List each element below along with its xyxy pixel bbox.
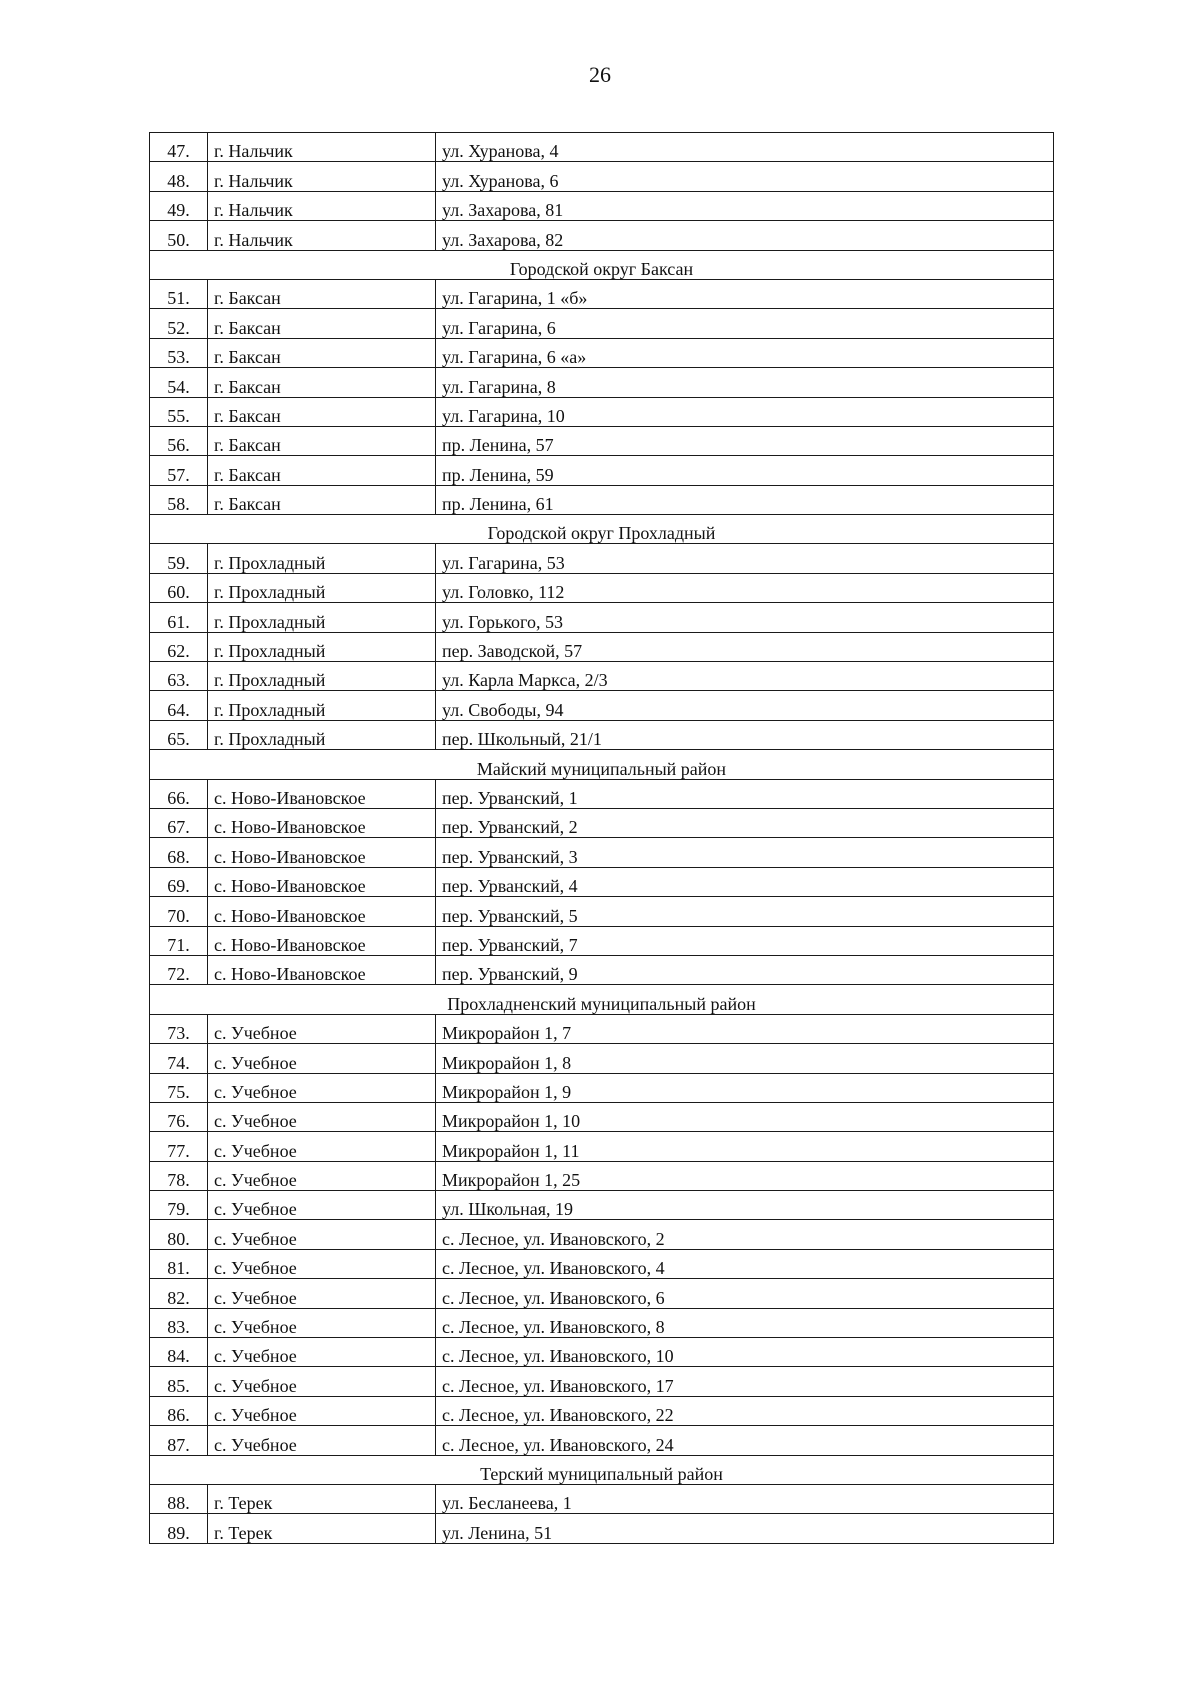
settlement-cell: г. Прохладный (208, 720, 436, 749)
settlement-cell: г. Баксан (208, 485, 436, 514)
row-number: 71. (150, 926, 208, 955)
settlement-cell: с. Учебное (208, 1279, 436, 1308)
settlement-cell: с. Учебное (208, 1102, 436, 1131)
address-cell: Микрорайон 1, 25 (436, 1161, 1054, 1190)
settlement-cell: г. Баксан (208, 368, 436, 397)
address-cell: ул. Свободы, 94 (436, 691, 1054, 720)
table-row (150, 838, 1054, 867)
table-row (150, 632, 1054, 661)
settlement-cell: с. Ново-Ивановское (208, 867, 436, 896)
settlement-cell: г. Прохладный (208, 603, 436, 632)
address-cell: ул. Хуранова, 4 (436, 133, 1054, 162)
row-number: 80. (150, 1220, 208, 1249)
settlement-cell: г. Нальчик (208, 162, 436, 191)
row-number: 68. (150, 838, 208, 867)
section-title: Городской округ Баксан (150, 250, 1054, 279)
row-number: 47. (150, 133, 208, 162)
settlement-cell: г. Нальчик (208, 191, 436, 220)
page-number: 26 (589, 62, 611, 87)
table-row (150, 691, 1054, 720)
section-title: Городской округ Прохладный (150, 515, 1054, 544)
address-cell: ул. Ленина, 51 (436, 1514, 1054, 1543)
settlement-cell: с. Ново-Ивановское (208, 926, 436, 955)
table-row (150, 1338, 1054, 1367)
settlement-cell: г. Баксан (208, 309, 436, 338)
settlement-cell: с. Ново-Ивановское (208, 808, 436, 837)
settlement-cell: г. Терек (208, 1484, 436, 1513)
row-number: 55. (150, 397, 208, 426)
settlement-cell: с. Учебное (208, 1073, 436, 1102)
settlement-cell: с. Учебное (208, 1132, 436, 1161)
table-row (150, 191, 1054, 220)
row-number: 61. (150, 603, 208, 632)
table-row (150, 426, 1054, 455)
address-cell: пер. Урванский, 5 (436, 897, 1054, 926)
address-cell: ул. Гагарина, 8 (436, 368, 1054, 397)
address-cell: ул. Гагарина, 6 «а» (436, 338, 1054, 367)
settlement-cell: г. Баксан (208, 338, 436, 367)
settlement-cell: г. Нальчик (208, 221, 436, 250)
row-number: 60. (150, 573, 208, 602)
row-number: 49. (150, 191, 208, 220)
table-row (150, 1396, 1054, 1425)
settlement-cell: г. Терек (208, 1514, 436, 1543)
settlement-cell: г. Прохладный (208, 573, 436, 602)
table-row (150, 1014, 1054, 1043)
table-row (150, 368, 1054, 397)
address-cell: Микрорайон 1, 11 (436, 1132, 1054, 1161)
table-row (150, 397, 1054, 426)
row-number: 67. (150, 808, 208, 837)
address-cell: ул. Захарова, 82 (436, 221, 1054, 250)
table-row (150, 133, 1054, 162)
settlement-cell: г. Прохладный (208, 632, 436, 661)
address-cell: ул. Гагарина, 1 «б» (436, 279, 1054, 308)
row-number: 52. (150, 309, 208, 338)
settlement-cell: г. Баксан (208, 397, 436, 426)
settlement-cell: с. Учебное (208, 1044, 436, 1073)
address-cell: Микрорайон 1, 10 (436, 1102, 1054, 1131)
table-row (150, 867, 1054, 896)
table-row (150, 897, 1054, 926)
row-number: 72. (150, 955, 208, 984)
address-cell: с. Лесное, ул. Ивановского, 17 (436, 1367, 1054, 1396)
table-row (150, 1102, 1054, 1131)
row-number: 89. (150, 1514, 208, 1543)
address-table (149, 132, 1054, 1544)
settlement-cell: с. Учебное (208, 1338, 436, 1367)
table-row (150, 162, 1054, 191)
table-row (150, 221, 1054, 250)
section-row (150, 1455, 1054, 1484)
row-number: 57. (150, 456, 208, 485)
row-number: 82. (150, 1279, 208, 1308)
table-row (150, 1308, 1054, 1337)
row-number: 87. (150, 1426, 208, 1455)
row-number: 84. (150, 1338, 208, 1367)
settlement-cell: с. Ново-Ивановское (208, 955, 436, 984)
address-cell: пер. Заводской, 57 (436, 632, 1054, 661)
table-row (150, 603, 1054, 632)
row-number: 69. (150, 867, 208, 896)
settlement-cell: с. Ново-Ивановское (208, 897, 436, 926)
row-number: 70. (150, 897, 208, 926)
table-row (150, 779, 1054, 808)
row-number: 83. (150, 1308, 208, 1337)
row-number: 64. (150, 691, 208, 720)
table-row (150, 485, 1054, 514)
row-number: 62. (150, 632, 208, 661)
address-cell: ул. Бесланеева, 1 (436, 1484, 1054, 1513)
address-cell: пер. Урванский, 2 (436, 808, 1054, 837)
row-number: 54. (150, 368, 208, 397)
row-number: 56. (150, 426, 208, 455)
table-row (150, 309, 1054, 338)
address-cell: с. Лесное, ул. Ивановского, 8 (436, 1308, 1054, 1337)
row-number: 85. (150, 1367, 208, 1396)
row-number: 77. (150, 1132, 208, 1161)
table-row (150, 720, 1054, 749)
settlement-cell: г. Нальчик (208, 133, 436, 162)
table-row (150, 662, 1054, 691)
row-number: 65. (150, 720, 208, 749)
address-cell: с. Лесное, ул. Ивановского, 6 (436, 1279, 1054, 1308)
table-row (150, 279, 1054, 308)
settlement-cell: с. Учебное (208, 1220, 436, 1249)
address-cell: пр. Ленина, 61 (436, 485, 1054, 514)
address-cell: Микрорайон 1, 7 (436, 1014, 1054, 1043)
row-number: 53. (150, 338, 208, 367)
address-cell: с. Лесное, ул. Ивановского, 22 (436, 1396, 1054, 1425)
row-number: 88. (150, 1484, 208, 1513)
address-cell: ул. Карла Маркса, 2/3 (436, 662, 1054, 691)
settlement-cell: с. Учебное (208, 1014, 436, 1043)
row-number: 86. (150, 1396, 208, 1425)
settlement-cell: г. Баксан (208, 279, 436, 308)
address-cell: пер. Урванский, 7 (436, 926, 1054, 955)
row-number: 78. (150, 1161, 208, 1190)
row-number: 79. (150, 1191, 208, 1220)
row-number: 73. (150, 1014, 208, 1043)
settlement-cell: г. Баксан (208, 456, 436, 485)
table-row (150, 1044, 1054, 1073)
address-cell: пер. Школьный, 21/1 (436, 720, 1054, 749)
row-number: 63. (150, 662, 208, 691)
settlement-cell: с. Ново-Ивановское (208, 779, 436, 808)
address-cell: пр. Ленина, 57 (436, 426, 1054, 455)
section-title: Прохладненский муниципальный район (150, 985, 1054, 1014)
row-number: 74. (150, 1044, 208, 1073)
address-cell: пер. Урванский, 4 (436, 867, 1054, 896)
settlement-cell: г. Баксан (208, 426, 436, 455)
table-row (150, 1514, 1054, 1543)
address-cell: с. Лесное, ул. Ивановского, 24 (436, 1426, 1054, 1455)
table-row (150, 1249, 1054, 1278)
settlement-cell: с. Учебное (208, 1426, 436, 1455)
table-row (150, 1191, 1054, 1220)
address-cell: ул. Захарова, 81 (436, 191, 1054, 220)
address-cell: с. Лесное, ул. Ивановского, 10 (436, 1338, 1054, 1367)
table-row (150, 1161, 1054, 1190)
table-row (150, 1132, 1054, 1161)
row-number: 48. (150, 162, 208, 191)
row-number: 50. (150, 221, 208, 250)
row-number: 66. (150, 779, 208, 808)
row-number: 58. (150, 485, 208, 514)
settlement-cell: с. Учебное (208, 1367, 436, 1396)
settlement-cell: г. Прохладный (208, 662, 436, 691)
row-number: 59. (150, 544, 208, 573)
address-cell: ул. Школьная, 19 (436, 1191, 1054, 1220)
table-row (150, 1484, 1054, 1513)
row-number: 81. (150, 1249, 208, 1278)
settlement-cell: г. Прохладный (208, 544, 436, 573)
address-cell: пер. Урванский, 3 (436, 838, 1054, 867)
table-row (150, 338, 1054, 367)
section-row (150, 750, 1054, 779)
section-title: Терский муниципальный район (150, 1455, 1054, 1484)
address-cell: пр. Ленина, 59 (436, 456, 1054, 485)
settlement-cell: с. Учебное (208, 1308, 436, 1337)
table-row (150, 573, 1054, 602)
table-row (150, 1073, 1054, 1102)
address-cell: пер. Урванский, 1 (436, 779, 1054, 808)
table-row (150, 544, 1054, 573)
settlement-cell: с. Учебное (208, 1191, 436, 1220)
table-row (150, 926, 1054, 955)
row-number: 75. (150, 1073, 208, 1102)
section-row (150, 985, 1054, 1014)
address-cell: ул. Хуранова, 6 (436, 162, 1054, 191)
address-cell: с. Лесное, ул. Ивановского, 2 (436, 1220, 1054, 1249)
settlement-cell: с. Учебное (208, 1161, 436, 1190)
address-cell: Микрорайон 1, 9 (436, 1073, 1054, 1102)
section-row (150, 250, 1054, 279)
table-row (150, 808, 1054, 837)
address-table-body (150, 133, 1054, 1544)
address-cell: ул. Головко, 112 (436, 573, 1054, 602)
table-row (150, 1367, 1054, 1396)
table-row (150, 1220, 1054, 1249)
address-cell: ул. Горького, 53 (436, 603, 1054, 632)
address-cell: с. Лесное, ул. Ивановского, 4 (436, 1249, 1054, 1278)
address-cell: ул. Гагарина, 53 (436, 544, 1054, 573)
settlement-cell: с. Учебное (208, 1396, 436, 1425)
row-number: 51. (150, 279, 208, 308)
table-row (150, 955, 1054, 984)
settlement-cell: с. Ново-Ивановское (208, 838, 436, 867)
address-cell: пер. Урванский, 9 (436, 955, 1054, 984)
address-cell: ул. Гагарина, 10 (436, 397, 1054, 426)
table-row (150, 456, 1054, 485)
settlement-cell: г. Прохладный (208, 691, 436, 720)
settlement-cell: с. Учебное (208, 1249, 436, 1278)
row-number: 76. (150, 1102, 208, 1131)
section-title: Майский муниципальный район (150, 750, 1054, 779)
address-cell: Микрорайон 1, 8 (436, 1044, 1054, 1073)
table-row (150, 1279, 1054, 1308)
address-cell: ул. Гагарина, 6 (436, 309, 1054, 338)
section-row (150, 515, 1054, 544)
table-row (150, 1426, 1054, 1455)
